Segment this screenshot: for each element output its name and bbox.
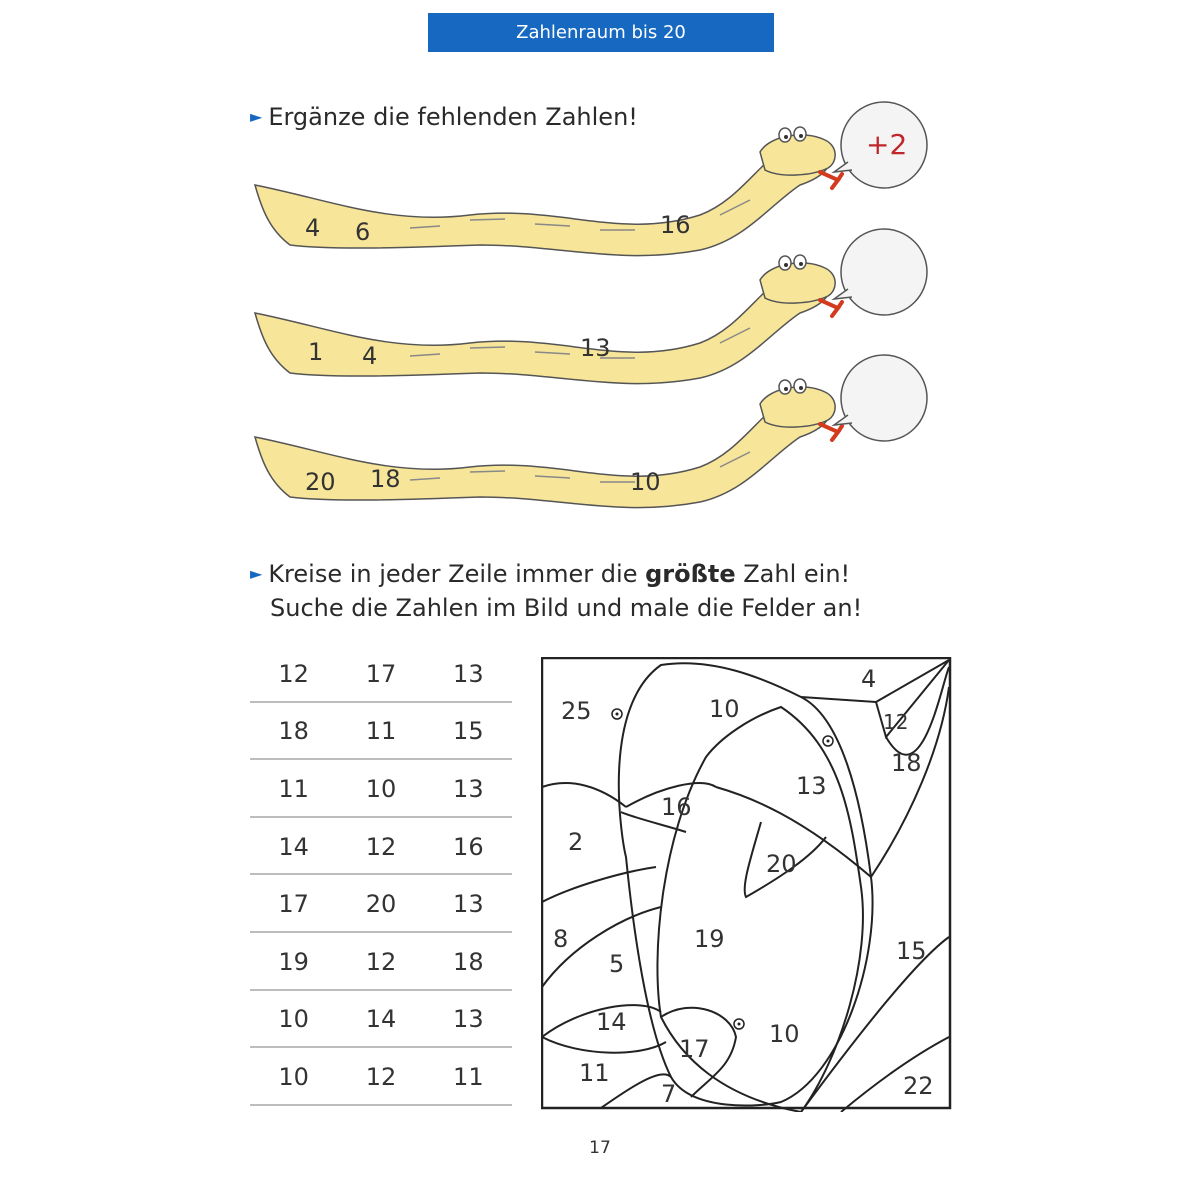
table-cell[interactable]: 16 [453,832,484,861]
table-row [250,703,512,761]
table-cell[interactable]: 17 [365,659,397,688]
snake-1-number: 6 [355,218,371,246]
picture-number: 18 [891,749,922,777]
table-cell[interactable]: 18 [453,947,484,976]
number-table [250,645,512,1106]
picture-number: 4 [861,665,877,693]
table-row [250,645,512,703]
snake-1-number: 16 [660,211,691,239]
table-cell[interactable]: 13 [453,659,484,688]
table-row [250,875,512,933]
picture-number: 14 [596,1008,627,1036]
task1-instruction-text: Ergänze die fehlenden Zahlen! [268,103,638,131]
header-title: Zahlenraum bis 20 [516,22,686,43]
table-cell[interactable]: 13 [453,1005,484,1034]
color-by-number-picture[interactable] [541,657,953,1112]
table-cell[interactable]: 13 [453,890,484,919]
table-cell[interactable]: 18 [278,717,309,746]
table-row [250,991,512,1049]
pointer-arrow-icon: ► [250,564,263,583]
table-cell[interactable]: 12 [365,832,397,861]
picture-number: 2 [568,828,584,856]
picture-number: 19 [694,925,725,953]
picture-number: 10 [769,1020,800,1048]
table-cell[interactable]: 11 [365,717,397,746]
page-number: 17 [589,1138,611,1158]
picture-number: 22 [903,1072,934,1100]
snakes-illustration [0,0,1200,560]
picture-number: 8 [553,925,569,953]
snake-2-number: 1 [308,338,324,366]
picture-number: 5 [609,950,625,978]
picture-number: 15 [896,937,927,965]
task2-instruction-suffix: Zahl ein! [735,560,851,588]
picture-number: 13 [796,772,827,800]
snake-3-number: 10 [630,468,661,496]
table-cell[interactable]: 13 [453,774,484,803]
picture-number: 20 [766,850,797,878]
snake-3-number: 20 [305,468,336,496]
task2-instruction-prefix: Kreise in jeder Zeile immer die [268,560,646,588]
table-cell[interactable]: 12 [365,947,397,976]
snake-1-number: 4 [305,214,321,242]
picture-number: 17 [679,1035,710,1063]
table-cell[interactable]: 11 [278,774,309,803]
picture-number: 16 [661,793,692,821]
speech-bubble-3 [841,355,927,441]
table-cell[interactable]: 10 [278,1005,309,1034]
task2-instruction-bold: größte [645,560,736,588]
table-cell[interactable]: 10 [365,774,397,803]
snake-3-number: 18 [370,465,401,493]
table-row [250,1048,512,1106]
speech-bubble-1-text: +2 [866,128,908,161]
table-row [250,933,512,991]
table-cell[interactable]: 14 [278,832,309,861]
task2-instruction-line2 [270,591,862,625]
picture-number: 25 [561,697,592,725]
table-cell[interactable]: 14 [365,1005,397,1034]
task2-instruction-line2-text: Suche die Zahlen im Bild und male die Felder an! [270,594,863,622]
table-cell[interactable]: 11 [453,1062,484,1091]
table-cell[interactable]: 15 [453,717,484,746]
table-cell[interactable]: 19 [278,947,309,976]
table-cell[interactable]: 12 [278,659,309,688]
pointer-arrow-icon: ► [250,107,263,126]
picture-number: 10 [709,695,740,723]
table-cell[interactable]: 17 [278,890,309,919]
task2-instruction [250,557,850,591]
picture-number: 7 [661,1080,677,1108]
snake-2-number: 13 [580,334,611,362]
table-cell[interactable]: 10 [278,1062,309,1091]
table-row [250,760,512,818]
table-cell[interactable]: 12 [365,1062,397,1091]
picture-number: 11 [579,1059,610,1087]
snake-1 [255,102,927,256]
snake-2-number: 4 [362,342,378,370]
table-row [250,818,512,876]
speech-bubble-2 [841,229,927,315]
picture-number: 12 [883,710,909,734]
table-cell[interactable]: 20 [365,890,397,919]
